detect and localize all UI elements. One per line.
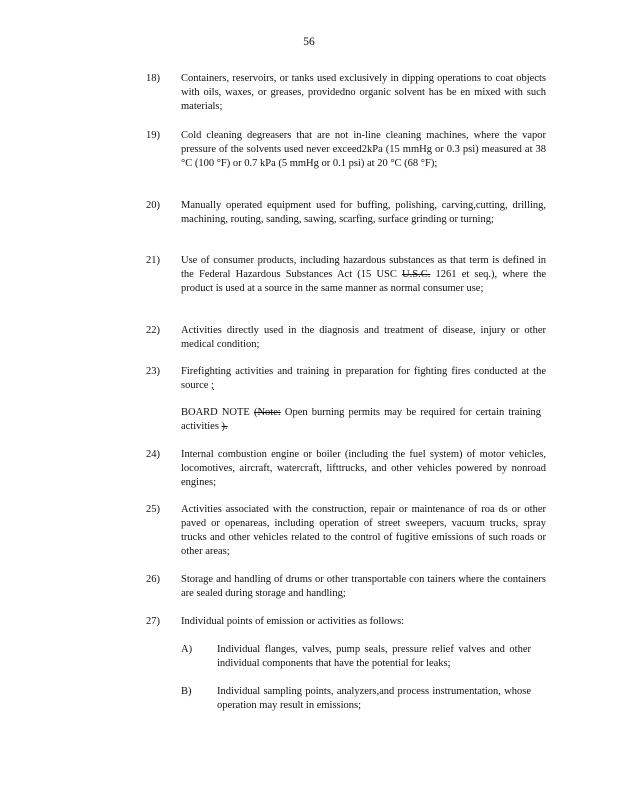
list-item-24 bbox=[146, 448, 546, 490]
item-number: 27) bbox=[146, 616, 160, 627]
item-text: Cold cleaning degreasers that are not in-line cleaning machines, where the vapor pressure of the solvents used never exceed2kPa (15 mmHg or 0.3 psi) measured at 38 °C (100 °F) or 0.7 kPa (5 mmHg or 0.1 psi) at 20 °C (68 °F); bbox=[181, 130, 546, 169]
list-item-20 bbox=[146, 199, 546, 227]
item-number: 21) bbox=[146, 255, 160, 266]
item-text: Activities associated with the construction, repair or maintenance of roa ds or other paved or openareas, including operation of street sweepers, vacuum trucks, spray trucks and other vehicles related to the control of fugitive emissions of such roads or other areas; bbox=[181, 504, 546, 557]
item-number: 22) bbox=[146, 325, 160, 336]
list-item-22 bbox=[146, 324, 546, 352]
list-item-21 bbox=[146, 254, 546, 296]
list-item-26 bbox=[146, 573, 546, 601]
item-text: Storage and handling of drums or other transportable con tainers where the containers are sealed during storage and handling; bbox=[181, 574, 546, 599]
page-number: 56 bbox=[303, 36, 315, 48]
list-item-19 bbox=[146, 129, 546, 171]
item-number: B) bbox=[181, 686, 192, 697]
board-note-text: Open burning permits may be required for certain training activities bbox=[181, 407, 542, 432]
struck-text: ). bbox=[221, 421, 228, 432]
list-item-18 bbox=[146, 72, 546, 114]
item-text-main: Firefighting activities and training in preparation for fighting fires conducted at the source bbox=[181, 366, 546, 391]
item-text bbox=[181, 254, 546, 296]
inserted-text: ; bbox=[211, 380, 214, 391]
item-number: 26) bbox=[146, 574, 160, 585]
sub-item-b bbox=[181, 685, 531, 713]
struck-text: U.S.C. bbox=[402, 269, 431, 280]
board-note-label: BOARD NOTE bbox=[181, 407, 250, 418]
item-text: Individual sampling points, analyzers,and process instrumentation, whose operation may result in emissions; bbox=[217, 686, 531, 711]
item-text: Individual flanges, valves, pump seals, pressure relief valves and other individual components that have the potential for leaks; bbox=[217, 644, 531, 669]
item-number: 18) bbox=[146, 73, 160, 84]
board-note bbox=[181, 406, 541, 434]
item-text: Manually operated equipment used for buffing, polishing, carving,cutting, drilling, machining, routing, sanding, sawing, scarfing, surface grinding or turning; bbox=[181, 200, 546, 225]
sub-item-a bbox=[181, 643, 531, 671]
item-text-after: 1261 et seq.), where the product is used at a source in the same manner as normal consumer use; bbox=[181, 269, 546, 294]
item-number: 20) bbox=[146, 200, 160, 211]
item-text bbox=[181, 365, 546, 393]
list-item-23 bbox=[146, 365, 546, 393]
item-number: 23) bbox=[146, 366, 160, 377]
item-text: Containers, reservoirs, or tanks used exclusively in dipping operations to coat objects with oils, waxes, or greases, providedno organic solvent has be en mixed with such materials; bbox=[181, 73, 546, 112]
list-item-27 bbox=[146, 615, 546, 629]
item-number: A) bbox=[181, 644, 193, 655]
item-text: Internal combustion engine or boiler (including the fuel system) of motor vehicles, locomotives, aircraft, watercraft, lifttrucks, and other vehicles powered by nonroad engines; bbox=[181, 449, 546, 488]
item-text-before: Use of consumer products, including hazardous substances as that term is defined in the Federal Hazardous Substances Act (15 USC bbox=[181, 255, 546, 280]
item-text: Activities directly used in the diagnosis and treatment of disease, injury or other medical condition; bbox=[181, 325, 546, 350]
item-number: 24) bbox=[146, 449, 160, 460]
item-text: Individual points of emission or activities as follows: bbox=[181, 616, 405, 627]
list-item-25 bbox=[146, 503, 546, 559]
item-number: 19) bbox=[146, 130, 160, 141]
struck-text: (Note: bbox=[253, 407, 281, 418]
item-number: 25) bbox=[146, 504, 160, 515]
